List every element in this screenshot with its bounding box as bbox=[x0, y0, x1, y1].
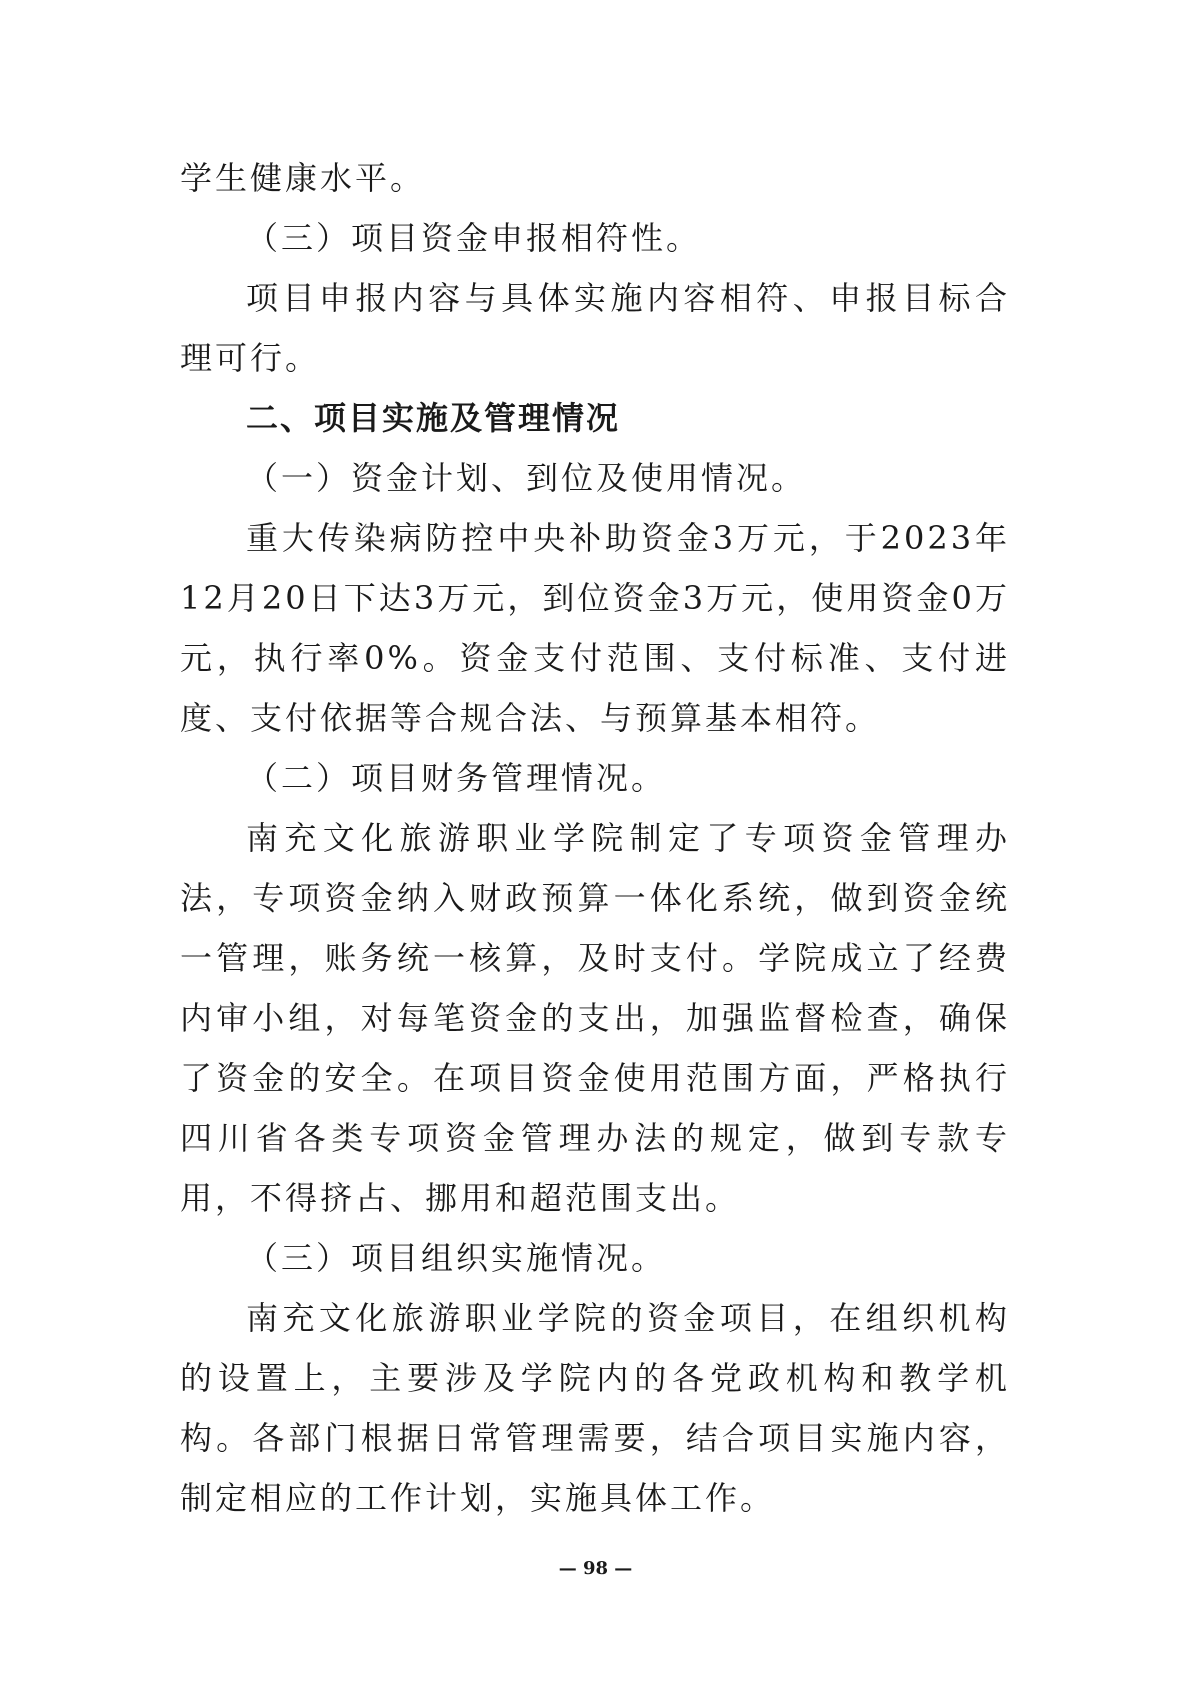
paragraph-financial-management: 南充文化旅游职业学院制定了专项资金管理办法，专项资金纳入财政预算一体化系统，做到资金统一管理，账务统一核算，及时支付。学院成立了经费内审小组，对每笔资金的支出，加强监督检查，确保了资金的安全。在项目资金使用范围方面，严格执行四川省各类专项资金管理办法的规定，做到专款专用，不得挤占、挪用和超范围支出。 bbox=[180, 819, 1010, 1217]
paragraph-funding-consistency: 项目申报内容与具体实施内容相符、申报目标合理可行。 bbox=[180, 279, 1010, 377]
paragraph-organization: 南充文化旅游职业学院的资金项目，在组织机构的设置上，主要涉及学院内的各党政机构和教学机构。各部门根据日常管理需要，结合项目实施内容，制定相应的工作计划，实施具体工作。 bbox=[180, 1299, 1010, 1517]
page-number: — 98 — bbox=[558, 1558, 633, 1579]
subheading-funding-consistency: （三）项目资金申报相符性。 bbox=[246, 219, 702, 257]
subheading-fund-plan: （一）资金计划、到位及使用情况。 bbox=[246, 459, 807, 497]
document-body bbox=[180, 148, 1010, 1528]
subheading-financial-management: （二）项目财务管理情况。 bbox=[246, 759, 667, 797]
section-heading-implementation: 二、项目实施及管理情况 bbox=[246, 399, 621, 437]
paragraph-fund-plan: 重大传染病防控中央补助资金3万元，于2023年12月20日下达3万元，到位资金3万元，使用资金0万元，执行率0%。资金支付范围、支付标准、支付进度、支付依据等合规合法、与预算基本相符。 bbox=[180, 519, 1010, 737]
subheading-organization: （三）项目组织实施情况。 bbox=[246, 1239, 667, 1277]
paragraph-continuation: 学生健康水平。 bbox=[180, 159, 426, 197]
